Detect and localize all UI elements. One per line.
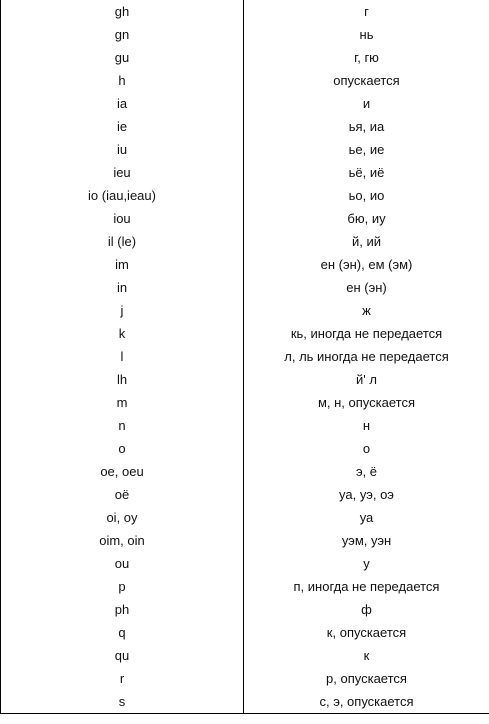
- french-cell: il (le): [1, 230, 244, 253]
- table-row: [1, 322, 489, 345]
- russian-cell: кь, иногда не передается: [244, 322, 489, 345]
- table-row: [1, 529, 489, 552]
- russian-cell: р, опускается: [244, 667, 489, 690]
- french-cell: in: [1, 276, 244, 299]
- french-cell: ie: [1, 115, 244, 138]
- french-cell: q: [1, 621, 244, 644]
- table-row: [1, 598, 489, 621]
- table-row: [1, 253, 489, 276]
- russian-cell: ен (эн): [244, 276, 489, 299]
- table-row: [1, 345, 489, 368]
- french-cell: gn: [1, 23, 244, 46]
- french-cell: im: [1, 253, 244, 276]
- table-row: [1, 667, 489, 690]
- table-row: [1, 506, 489, 529]
- russian-cell: нь: [244, 23, 489, 46]
- table-row: [1, 621, 489, 644]
- russian-cell: опускается: [244, 69, 489, 92]
- russian-cell: ья, иа: [244, 115, 489, 138]
- french-cell: lh: [1, 368, 244, 391]
- french-cell: gh: [1, 0, 244, 23]
- table-row: [1, 161, 489, 184]
- french-cell: iou: [1, 207, 244, 230]
- russian-cell: г, гю: [244, 46, 489, 69]
- table-row: [1, 552, 489, 575]
- french-cell: k: [1, 322, 244, 345]
- french-cell: gu: [1, 46, 244, 69]
- russian-cell: ьо, ио: [244, 184, 489, 207]
- table-row: [1, 437, 489, 460]
- french-cell: oim, oin: [1, 529, 244, 552]
- russian-cell: ье, ие: [244, 138, 489, 161]
- table-body: [1, 0, 489, 714]
- russian-cell: э, ё: [244, 460, 489, 483]
- french-cell: o: [1, 437, 244, 460]
- table-row: [1, 46, 489, 69]
- russian-cell: и: [244, 92, 489, 115]
- table-row: [1, 23, 489, 46]
- russian-cell: ьё, иё: [244, 161, 489, 184]
- russian-cell: бю, иу: [244, 207, 489, 230]
- russian-cell: к: [244, 644, 489, 667]
- french-cell: r: [1, 667, 244, 690]
- french-cell: qu: [1, 644, 244, 667]
- french-cell: ia: [1, 92, 244, 115]
- russian-cell: й' л: [244, 368, 489, 391]
- russian-cell: й, ий: [244, 230, 489, 253]
- table-row: [1, 690, 489, 714]
- russian-cell: уэм, уэн: [244, 529, 489, 552]
- russian-cell: г: [244, 0, 489, 23]
- russian-cell: о: [244, 437, 489, 460]
- table-row: [1, 391, 489, 414]
- french-cell: ph: [1, 598, 244, 621]
- table-row: [1, 414, 489, 437]
- table-row: [1, 0, 489, 23]
- french-cell: n: [1, 414, 244, 437]
- table-row: [1, 207, 489, 230]
- french-cell: h: [1, 69, 244, 92]
- french-cell: ieu: [1, 161, 244, 184]
- table-row: [1, 230, 489, 253]
- russian-cell: м, н, опускается: [244, 391, 489, 414]
- french-cell: m: [1, 391, 244, 414]
- russian-cell: н: [244, 414, 489, 437]
- russian-cell: у: [244, 552, 489, 575]
- table-row: [1, 483, 489, 506]
- russian-cell: уа, уэ, оэ: [244, 483, 489, 506]
- table-row: [1, 299, 489, 322]
- russian-cell: ф: [244, 598, 489, 621]
- russian-cell: с, э, опускается: [244, 690, 489, 714]
- table-row: [1, 92, 489, 115]
- table-row: [1, 69, 489, 92]
- french-cell: p: [1, 575, 244, 598]
- french-cell: j: [1, 299, 244, 322]
- russian-cell: к, опускается: [244, 621, 489, 644]
- french-cell: l: [1, 345, 244, 368]
- french-cell: oi, oy: [1, 506, 244, 529]
- russian-cell: ж: [244, 299, 489, 322]
- french-cell: oe, oeu: [1, 460, 244, 483]
- russian-cell: уа: [244, 506, 489, 529]
- table-row: [1, 368, 489, 391]
- table-row: [1, 460, 489, 483]
- french-cell: iu: [1, 138, 244, 161]
- french-cell: s: [1, 690, 244, 714]
- table-row: [1, 276, 489, 299]
- russian-cell: п, иногда не передается: [244, 575, 489, 598]
- french-cell: oë: [1, 483, 244, 506]
- table-row: [1, 115, 489, 138]
- table-row: [1, 575, 489, 598]
- table-row: [1, 138, 489, 161]
- table-row: [1, 644, 489, 667]
- french-cell: io (iau,ieau): [1, 184, 244, 207]
- french-cell: ou: [1, 552, 244, 575]
- russian-cell: ен (эн), ем (эм): [244, 253, 489, 276]
- russian-cell: л, ль иногда не передается: [244, 345, 489, 368]
- table-row: [1, 184, 489, 207]
